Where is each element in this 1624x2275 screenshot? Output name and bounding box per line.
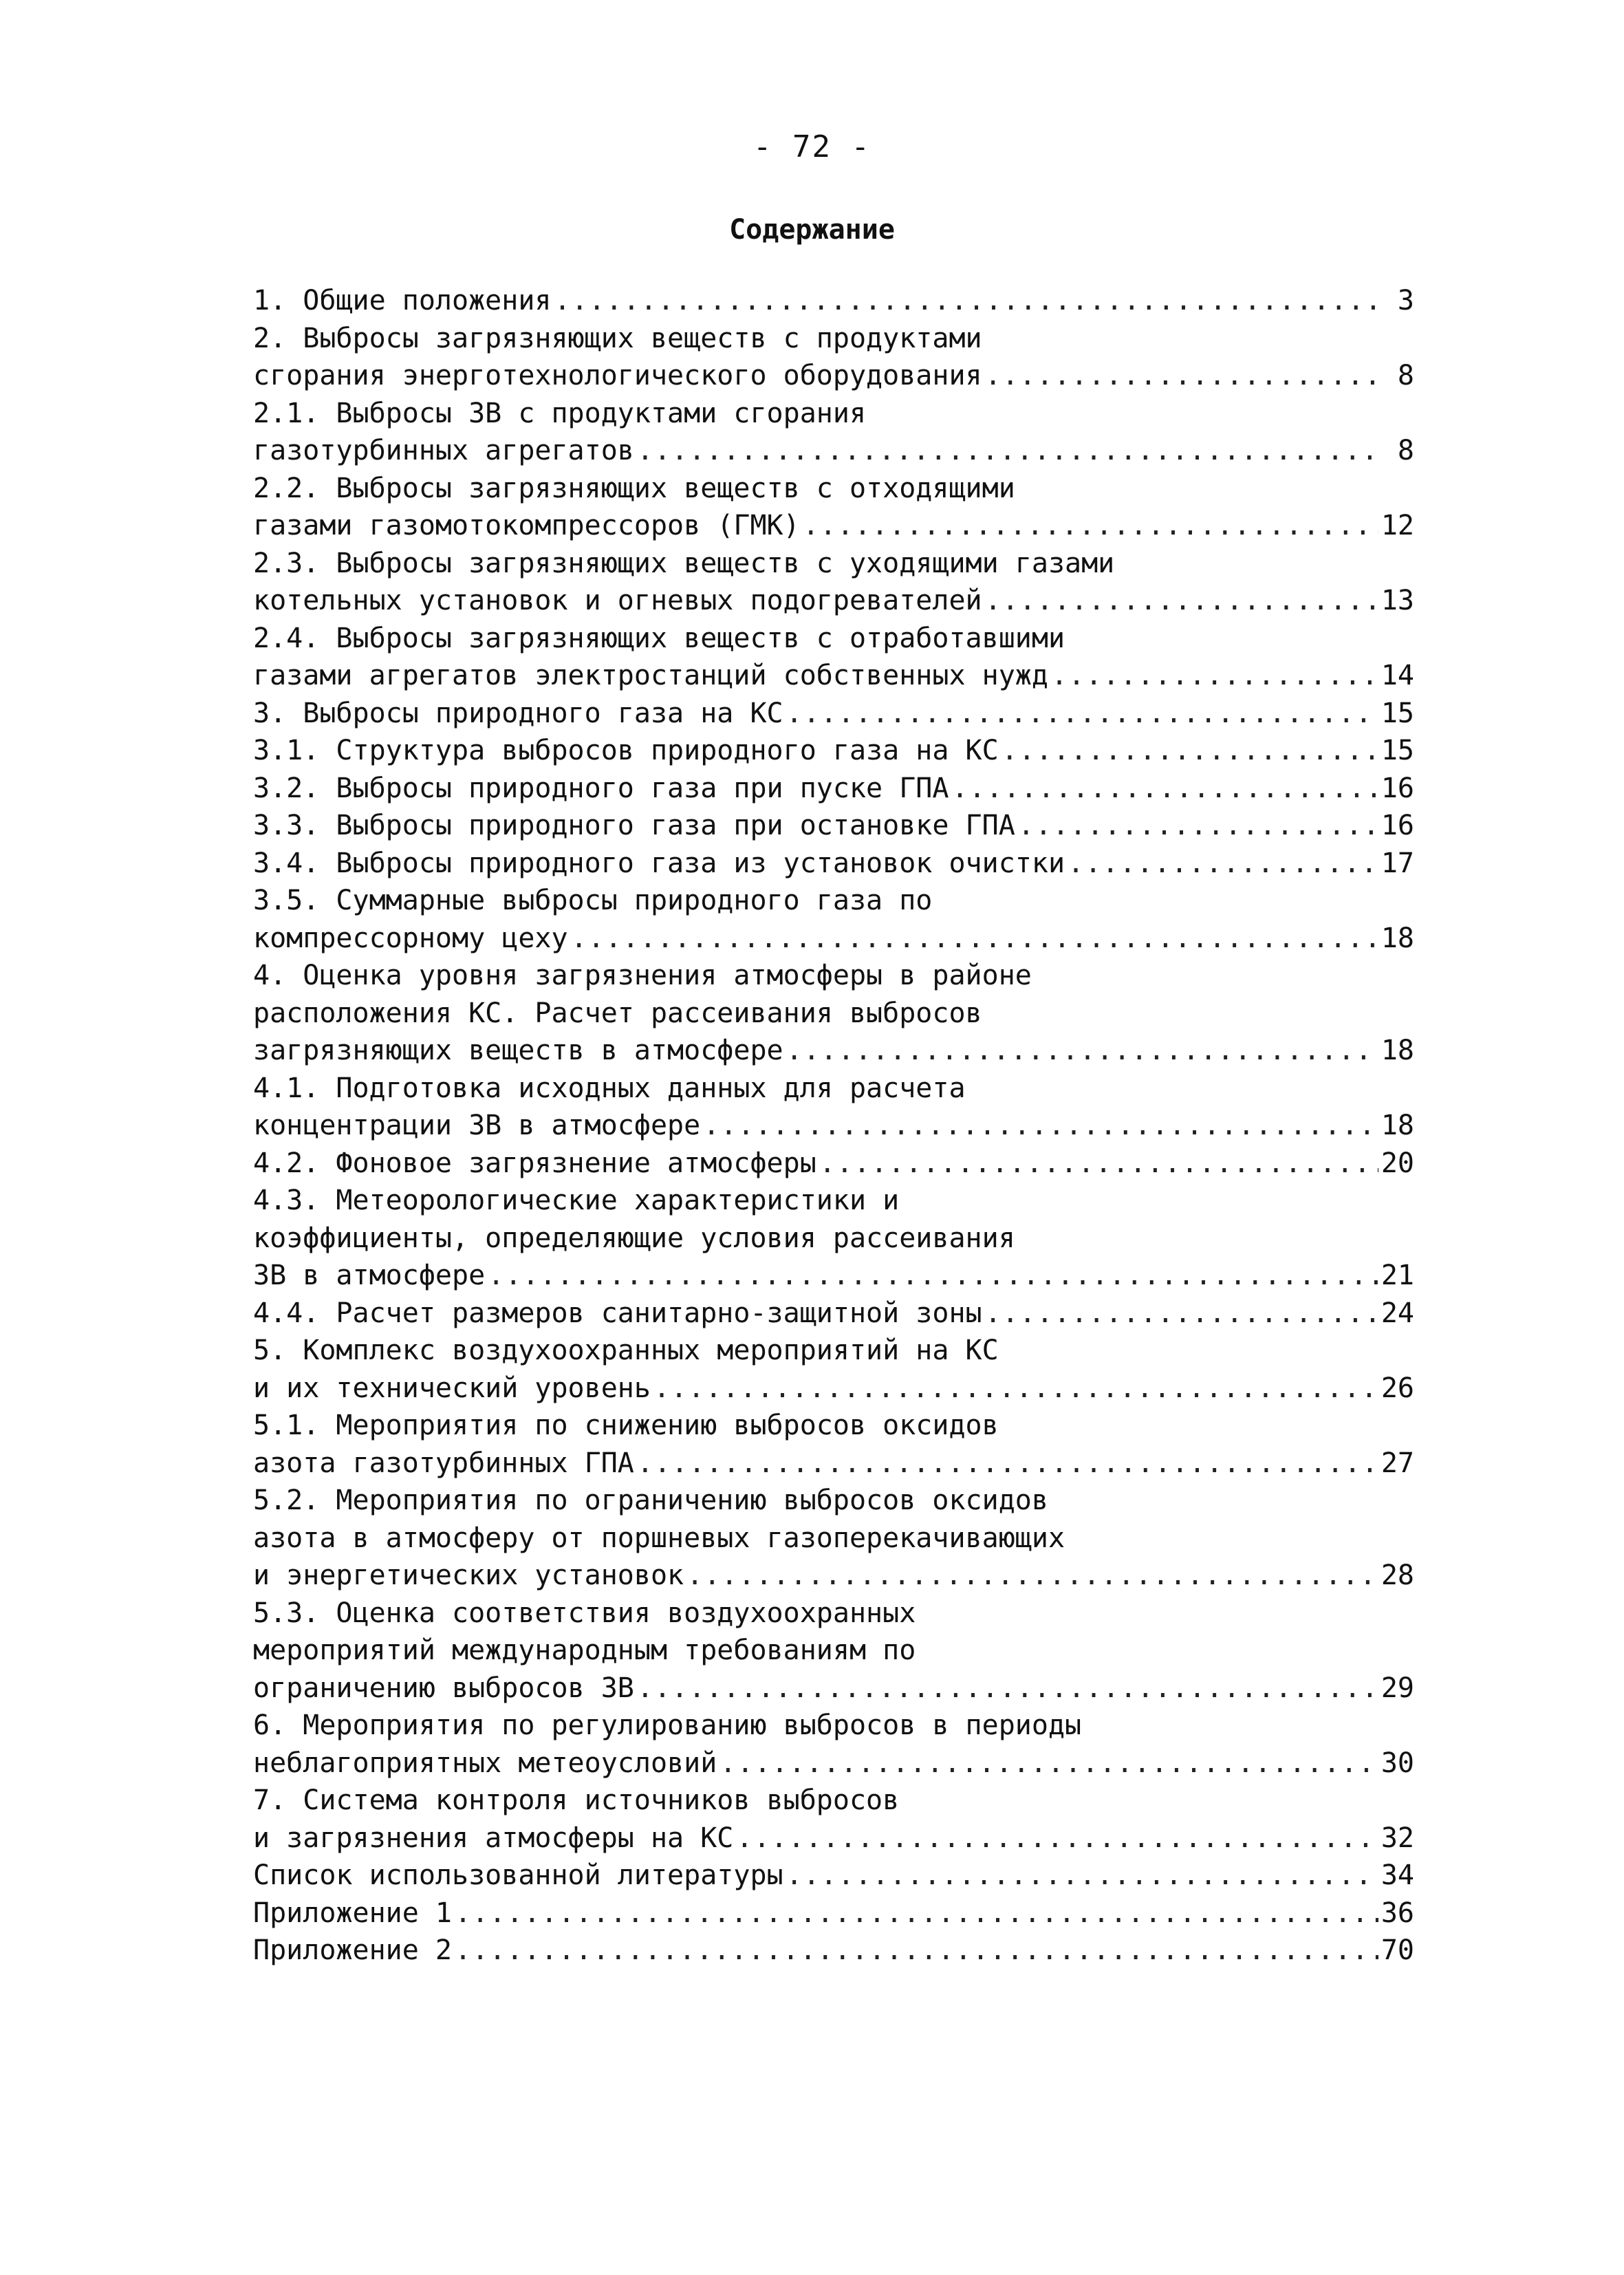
toc-entry — [253, 1107, 1414, 1145]
table-of-contents — [253, 282, 1414, 1970]
toc-entry — [253, 1932, 1414, 1970]
toc-entry — [253, 882, 1414, 920]
toc-entry-text: Список использованной литературы — [253, 1859, 783, 1891]
toc-dot-leader — [803, 507, 1378, 545]
toc-dot-leader — [786, 1857, 1378, 1895]
toc-entry — [253, 1220, 1414, 1258]
toc-entry — [253, 1407, 1414, 1445]
toc-entry — [253, 995, 1414, 1033]
toc-entry-page: 27 — [1381, 1447, 1414, 1479]
toc-entry-page: 8 — [1397, 360, 1414, 391]
toc-entry-text: газотурбинных агрегатов — [253, 435, 634, 466]
toc-entry-text: 7. Система контроля источников выбросов — [253, 1785, 900, 1816]
toc-entry-text: и энергетических установок — [253, 1560, 684, 1591]
toc-entry — [253, 1295, 1414, 1333]
toc-entry — [253, 1445, 1414, 1482]
toc-title: Содержание — [729, 214, 895, 246]
toc-entry — [253, 282, 1414, 320]
toc-entry — [253, 1520, 1414, 1557]
toc-entry — [253, 732, 1414, 770]
toc-entry-page: 13 — [1381, 585, 1414, 616]
toc-entry — [253, 357, 1414, 395]
toc-entry — [253, 1482, 1414, 1520]
toc-entry — [253, 1670, 1414, 1707]
toc-entry-text: Приложение 1 — [253, 1897, 452, 1929]
toc-entry-text: 3.4. Выбросы природного газа из установок очистки — [253, 847, 1065, 879]
toc-dot-leader — [653, 1370, 1378, 1408]
toc-entry-page: 17 — [1381, 847, 1414, 879]
toc-entry — [253, 807, 1414, 845]
toc-entry — [253, 1782, 1414, 1820]
toc-entry-page: 18 — [1381, 922, 1414, 954]
toc-dot-leader — [719, 1745, 1378, 1782]
toc-entry — [253, 1857, 1414, 1895]
toc-entry — [253, 1745, 1414, 1782]
toc-entry — [253, 1820, 1414, 1857]
toc-entry — [253, 770, 1414, 808]
toc-entry-text: компрессорному цеху — [253, 922, 568, 954]
toc-entry-text: ЗВ в атмосфере — [253, 1260, 486, 1291]
toc-dot-leader — [1051, 657, 1378, 695]
toc-dot-leader — [786, 1032, 1378, 1070]
toc-entry-text: загрязняющих веществ в атмосфере — [253, 1035, 783, 1066]
toc-entry-text: азота газотурбинных ГПА — [253, 1447, 634, 1479]
toc-dot-leader — [985, 357, 1378, 395]
toc-entry-text: 3.3. Выбросы природного газа при остановке ГПА — [253, 810, 1015, 841]
toc-entry-page: 16 — [1381, 810, 1414, 841]
toc-entry-page: 29 — [1381, 1672, 1414, 1704]
toc-entry-page: 34 — [1381, 1859, 1414, 1891]
toc-entry — [253, 1632, 1414, 1670]
toc-entry-text: 6. Мероприятия по регулированию выбросов в периоды — [253, 1710, 1082, 1741]
page-number: - 72 - — [753, 129, 871, 164]
toc-entry — [253, 320, 1414, 358]
toc-entry — [253, 695, 1414, 733]
toc-entry-text: 5.2. Мероприятия по ограничению выбросов оксидов — [253, 1485, 1048, 1516]
toc-entry-text: неблагоприятных метеоусловий — [253, 1747, 717, 1779]
toc-entry — [253, 1070, 1414, 1108]
toc-entry-page: 3 — [1397, 285, 1414, 316]
toc-entry-text: газами агрегатов электростанций собственных нужд — [253, 660, 1048, 691]
toc-entry-text: газами газомотокомпрессоров (ГМК) — [253, 510, 800, 541]
toc-entry — [253, 545, 1414, 583]
toc-entry-page: 32 — [1381, 1822, 1414, 1854]
toc-entry-text: 2. Выбросы загрязняющих веществ с продуктами — [253, 322, 982, 354]
toc-entry-text: ограничению выбросов ЗВ — [253, 1672, 634, 1704]
toc-entry-page: 16 — [1381, 772, 1414, 804]
toc-entry-text: 2.2. Выбросы загрязняющих веществ с отходящими — [253, 472, 1015, 504]
toc-entry — [253, 1257, 1414, 1295]
toc-dot-leader — [819, 1145, 1378, 1183]
toc-entry — [253, 620, 1414, 658]
toc-entry-page: 18 — [1381, 1035, 1414, 1066]
toc-dot-leader — [686, 1557, 1378, 1595]
toc-entry — [253, 1895, 1414, 1932]
toc-entry-page: 18 — [1381, 1110, 1414, 1141]
toc-dot-leader — [703, 1107, 1378, 1145]
toc-entry-text: 3.1. Структура выбросов природного газа на КС — [253, 735, 999, 766]
toc-dot-leader — [985, 582, 1378, 620]
toc-entry — [253, 582, 1414, 620]
toc-entry — [253, 1032, 1414, 1070]
toc-entry-text: и их технический уровень — [253, 1372, 651, 1404]
toc-entry-text: 4.3. Метеорологические характеристики и — [253, 1185, 900, 1216]
toc-entry-text: 1. Общие положения — [253, 285, 552, 316]
toc-entry-page: 15 — [1381, 697, 1414, 729]
toc-entry — [253, 920, 1414, 958]
toc-dot-leader — [736, 1820, 1378, 1857]
toc-entry-text: 4. Оценка уровня загрязнения атмосферы в районе — [253, 960, 1032, 991]
toc-entry — [253, 1707, 1414, 1745]
toc-entry — [253, 1557, 1414, 1595]
toc-entry — [253, 395, 1414, 433]
toc-entry — [253, 1182, 1414, 1220]
toc-entry-text: сгорания энерготехнологического оборудования — [253, 360, 982, 391]
toc-entry-page: 30 — [1381, 1747, 1414, 1779]
toc-entry-page: 12 — [1381, 510, 1414, 541]
toc-dot-leader — [1068, 845, 1378, 883]
toc-dot-leader — [554, 282, 1378, 320]
toc-entry — [253, 657, 1414, 695]
toc-dot-leader — [951, 770, 1378, 808]
toc-entry — [253, 507, 1414, 545]
toc-entry-page: 24 — [1381, 1297, 1414, 1329]
toc-entry-text: расположения КС. Расчет рассеивания выбросов — [253, 997, 982, 1029]
toc-entry-page: 14 — [1381, 660, 1414, 691]
toc-entry — [253, 432, 1414, 470]
toc-entry-page: 8 — [1397, 435, 1414, 466]
toc-entry — [253, 957, 1414, 995]
toc-entry-page: 36 — [1381, 1897, 1414, 1929]
toc-entry-text: коэффициенты, определяющие условия рассеивания — [253, 1222, 1015, 1254]
toc-entry-text: 4.4. Расчет размеров санитарно-защитной зоны — [253, 1297, 982, 1329]
toc-entry — [253, 1595, 1414, 1632]
toc-entry-text: 3. Выбросы природного газа на КС — [253, 697, 783, 729]
toc-entry-text: Приложение 2 — [253, 1934, 452, 1966]
toc-dot-leader — [1002, 732, 1378, 770]
toc-dot-leader — [488, 1257, 1378, 1295]
toc-entry-text: 4.1. Подготовка исходных данных для расчета — [253, 1072, 966, 1104]
toc-dot-leader — [637, 1670, 1378, 1707]
toc-entry-text: 5. Комплекс воздухоохранных мероприятий на КС — [253, 1335, 999, 1366]
toc-entry-text: азота в атмосферу от поршневых газоперекачивающих — [253, 1522, 1065, 1554]
toc-dot-leader — [985, 1295, 1378, 1333]
toc-entry-text: 2.4. Выбросы загрязняющих веществ с отработавшими — [253, 622, 1065, 654]
toc-entry-page: 15 — [1381, 735, 1414, 766]
toc-entry-page: 26 — [1381, 1372, 1414, 1404]
toc-entry — [253, 1145, 1414, 1183]
toc-entry-text: мероприятий международным требованиям по — [253, 1635, 916, 1666]
toc-dot-leader — [1018, 807, 1378, 845]
toc-entry-text: 2.3. Выбросы загрязняющих веществ с уходящими газами — [253, 547, 1115, 579]
toc-entry-text: концентрации ЗВ в атмосфере — [253, 1110, 701, 1141]
toc-entry-page: 28 — [1381, 1560, 1414, 1591]
toc-entry-page: 20 — [1381, 1147, 1414, 1179]
toc-dot-leader — [786, 695, 1378, 733]
toc-entry-text: 5.3. Оценка соответствия воздухоохранных — [253, 1597, 916, 1629]
toc-entry-text: и загрязнения атмосферы на КС — [253, 1822, 734, 1854]
toc-entry-text: 4.2. Фоновое загрязнение атмосферы — [253, 1147, 816, 1179]
toc-entry-text: 5.1. Мероприятия по снижению выбросов оксидов — [253, 1410, 999, 1441]
toc-entry — [253, 1332, 1414, 1370]
toc-entry — [253, 845, 1414, 883]
toc-entry-text: 2.1. Выбросы ЗВ с продуктами сгорания — [253, 397, 867, 429]
toc-dot-leader — [571, 920, 1378, 958]
toc-entry — [253, 470, 1414, 508]
toc-dot-leader — [637, 1445, 1378, 1482]
toc-entry-text: 3.5. Суммарные выбросы природного газа по — [253, 885, 933, 916]
toc-entry-page: 70 — [1381, 1934, 1414, 1966]
toc-entry-text: 3.2. Выбросы природного газа при пуске ГПА — [253, 772, 949, 804]
toc-entry — [253, 1370, 1414, 1408]
toc-entry-page: 21 — [1381, 1260, 1414, 1291]
toc-dot-leader — [637, 432, 1378, 470]
toc-dot-leader — [455, 1932, 1378, 1970]
toc-entry-text: котельных установок и огневых подогревателей — [253, 585, 982, 616]
toc-dot-leader — [455, 1895, 1378, 1932]
